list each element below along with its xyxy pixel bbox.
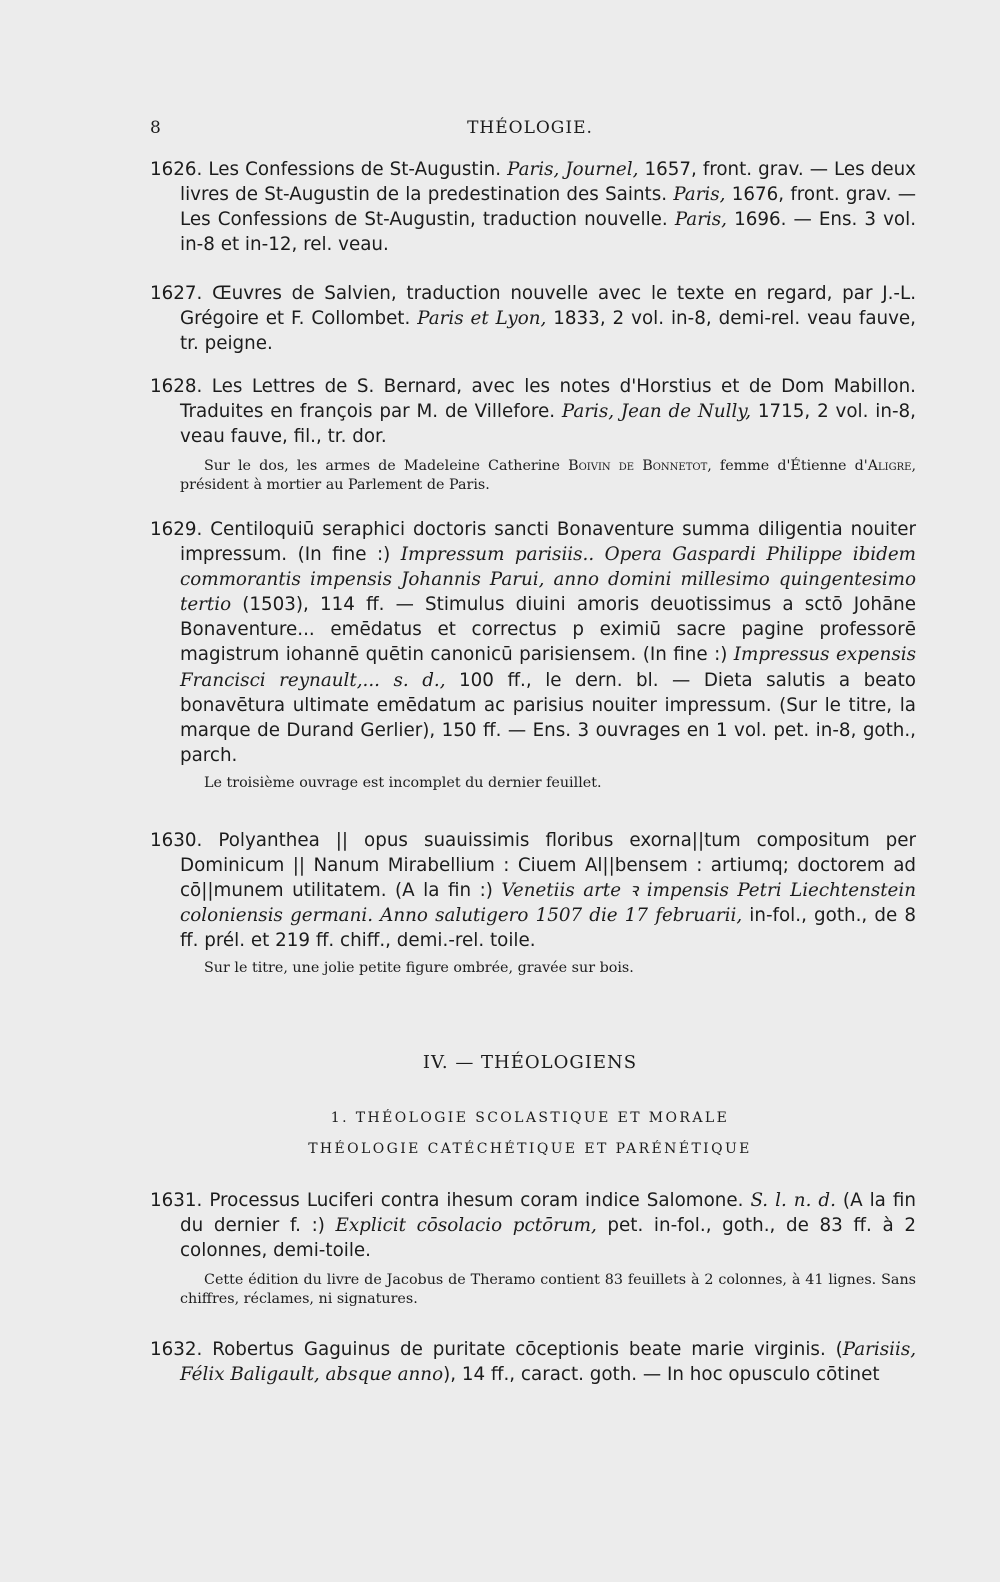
- entry-text: 1715, 2 vol. in-8, veau fauve, fil., tr. dor.: [180, 401, 916, 448]
- entry-text: 1833, 2 vol. in-8, demi-rel. veau fauve, tr. peigne.: [180, 308, 916, 355]
- entry-number: 1626.: [150, 159, 203, 180]
- entry-text: ), 14 ff., caract. goth. — In hoc opusculo cōtinet: [443, 1364, 880, 1386]
- entry-number: 1628.: [150, 376, 203, 397]
- entry-text: Robertus Gaguinus de puritate cōceptionis beate marie virginis. (: [212, 1339, 843, 1360]
- entry-text: 100 ff., le dern. bl. — Dieta salutis a beato bonavētura ultimate emēdatum ac parisius nouiter impressum. (Sur le titre, la marque de Durand Gerlier), 150 ff. — Ens. 3 ouvrages en 1 vol. pet. in-8, goth., parch.: [180, 669, 916, 766]
- entry-1630: [150, 828, 916, 978]
- entry-1626: [150, 157, 917, 257]
- entry-text: in-fol., goth., de 8 ff. prél. et 219 ff. chiff., demi.-rel. toile.: [180, 905, 916, 952]
- note-name: Boivin de Bonnetot: [568, 458, 708, 475]
- entry-imprint: Paris, Journel,: [507, 159, 639, 180]
- entry-text: 1657, front. grav. — Les deux livres de St-Augustin de la predestination des Saints.: [180, 159, 916, 206]
- entry-text: 1696. — Ens. 3 vol. in-8 et in-12, rel. veau.: [180, 209, 917, 256]
- entry-imprint: Paris, Jean de Nully,: [561, 401, 752, 423]
- entry-text: Processus Luciferi contra ihesum coram indice Salomone.: [209, 1190, 751, 1211]
- entry-imprint: Venetiis arte ꝛ impensis Petri Liechtenstein coloniensis germani. Anno salutigero 1507 die 17 februarii,: [180, 880, 916, 927]
- entry-text: 1676, front. grav. — Les Confessions de St-Augustin, traduction nouvelle.: [180, 184, 916, 231]
- entry-1631: [150, 1188, 916, 1309]
- subsection-subtitle: THÉOLOGIE CATÉCHÉTIQUE ET PARÉNÉTIQUE: [308, 1141, 752, 1157]
- entry-imprint: Impressus expensis Francisci reynault,... s. d.,: [180, 644, 916, 691]
- entry-number: 1630.: [150, 830, 203, 851]
- entry-number: 1632.: [150, 1339, 203, 1360]
- entry-note: Le troisième ouvrage est incomplet du dernier feuillet.: [204, 774, 602, 791]
- note-text: Sur le dos, les armes de Madeleine Catherine: [204, 458, 569, 475]
- entry-text: (A la fin du dernier f. :): [180, 1190, 916, 1237]
- note-name: Aligre: [867, 458, 912, 475]
- entry-text: Les Confessions de St-Augustin.: [208, 159, 508, 180]
- entry-text: Les Lettres de S. Bernard, avec les notes d'Horstius et de Dom Mabillon. Traduites en françois par M. de Villefore.: [180, 376, 916, 423]
- entry-text: pet. in-fol., goth., de 83 ff. à 2 colonnes, demi-toile.: [180, 1215, 916, 1262]
- running-header: [150, 118, 910, 142]
- entry-imprint: Paris et Lyon,: [417, 308, 547, 330]
- entry-imprint: S. l. n. d.: [750, 1190, 836, 1211]
- entry-1629: [150, 517, 916, 793]
- entry-number: 1627.: [150, 283, 203, 304]
- entry-text: Œuvres de Salvien, traduction nouvelle avec le texte en regard, par J.-L. Grégoire et F. Collombet.: [180, 283, 917, 330]
- entry-text: Centiloquiū seraphici doctoris sancti Bonaventure summa diligentia nouiter impressum. (In fine :): [180, 519, 916, 566]
- note-text: , femme d'Étienne d': [707, 458, 868, 475]
- section-title: IV. — THÉOLOGIENS: [422, 1052, 638, 1073]
- page-number: 8: [150, 118, 161, 138]
- entry-number: 1631.: [150, 1190, 203, 1211]
- entry-text: Polyanthea || opus suauissimis floribus exorna||tum compositum per Dominicum || Nanum Mirabellium : Ciuem Al||bensem : artiumq; doctorem ad cō||munem utilitatem. (A la fin :): [180, 830, 916, 902]
- entry-1627: [150, 281, 917, 356]
- entry-imprint: Paris,: [673, 184, 726, 206]
- entry-imprint: Impressum parisiis.. Opera Gaspardi Philippe ibidem commorantis impensis Johannis Parui, anno domini millesimo quingentesimo tertio: [180, 544, 916, 616]
- note-text: , président à mortier au Parlement de Paris.: [180, 458, 916, 494]
- entry-text: (1503), 114 ff. — Stimulus diuini amoris deuotissimus a sctō Johāne Bonaventure... emēdatus et correctus p eximiū sacre pagine professorē magistrum iohannē quētin canonicū parisiensem. (In fine :): [180, 594, 916, 666]
- entry-number: 1629.: [150, 519, 203, 540]
- entry-note: Cette édition du livre de Jacobus de Theramo contient 83 feuillets à 2 colonnes, à 41 lignes. Sans chiffres, réclames, ni signatures.: [180, 1272, 916, 1308]
- entry-1632: [150, 1337, 917, 1387]
- entry-imprint: Parisiis, Félix Baligault, absque anno: [180, 1339, 917, 1386]
- subsection-title: 1. THÉOLOGIE SCOLASTIQUE ET MORALE: [330, 1110, 730, 1126]
- entry-note: Sur le titre, une jolie petite figure ombrée, gravée sur bois.: [204, 960, 634, 977]
- entry-imprint: Explicit cōsolacio pctōrum,: [335, 1215, 597, 1237]
- entry-imprint: Paris,: [674, 209, 727, 231]
- running-title: THÉOLOGIE.: [467, 118, 593, 138]
- entry-1628: [150, 374, 916, 495]
